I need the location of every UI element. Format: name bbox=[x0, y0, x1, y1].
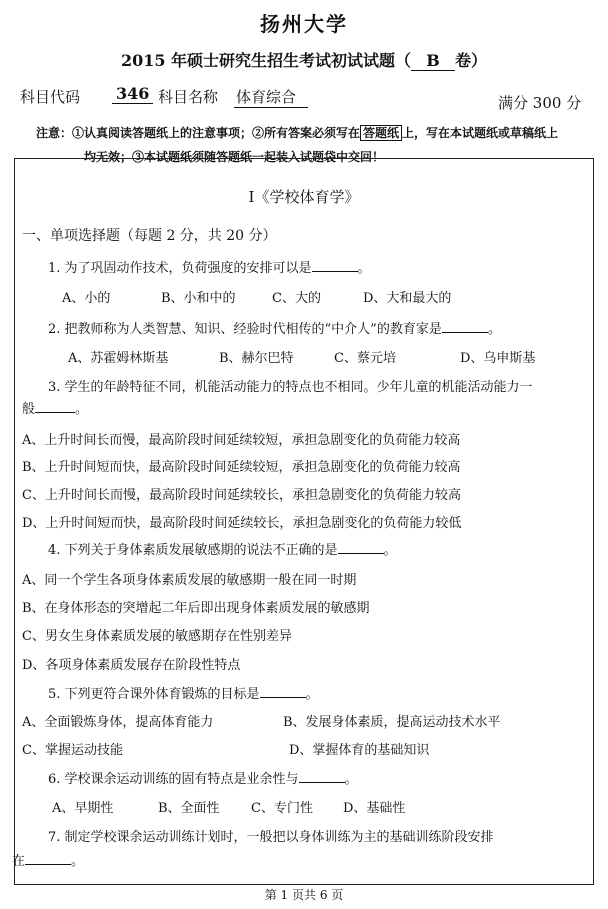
question-7-cont: 在 。 bbox=[12, 854, 85, 869]
question-2: 2. 把教师称为人类智慧、知识、经验时代相传的“中介人”的教育家是 。 bbox=[48, 322, 501, 337]
q3-option-c: C、上升时间长而慢，最高阶段时间延续较长，承担急剧变化的负荷能力较高 bbox=[22, 488, 461, 503]
question-4: 4. 下列关于身体素质发展敏感期的说法不正确的是 。 bbox=[48, 543, 397, 558]
page-footer: 第 1 页共 6 页 bbox=[264, 888, 344, 902]
q2-option-a: A、苏霍姆林斯基 bbox=[68, 351, 169, 366]
full-score: 满分 300 分 bbox=[498, 94, 582, 112]
paper-version: B bbox=[411, 51, 455, 71]
q4-option-b: B、在身体形态的突增起二年后即出现身体素质发展的敏感期 bbox=[22, 601, 370, 616]
q4-option-d: D、各项身体素质发展存在阶段性特点 bbox=[22, 658, 241, 673]
answer-blank bbox=[338, 553, 384, 554]
university-title: 扬州大学 bbox=[260, 12, 348, 36]
q6-option-b: B、全面性 bbox=[158, 801, 220, 816]
subject-code-label: 科目代码 bbox=[20, 88, 81, 106]
answer-blank bbox=[299, 782, 345, 783]
q2-option-c: C、蔡元培 bbox=[334, 351, 396, 366]
answer-blank bbox=[35, 412, 75, 413]
answer-sheet-box: 答题纸 bbox=[360, 125, 402, 141]
exam-title-suffix: 卷） bbox=[455, 51, 488, 70]
q6-option-d: D、基础性 bbox=[343, 801, 406, 816]
question-3-cont: 般 。 bbox=[22, 402, 89, 417]
answer-blank bbox=[25, 864, 71, 865]
q1-option-c: C、大的 bbox=[272, 291, 321, 306]
q5-option-c: C、掌握运动技能 bbox=[22, 743, 123, 758]
subject-name: 体育综合 bbox=[234, 86, 308, 108]
answer-blank bbox=[442, 332, 488, 333]
notes-line-2: 均无效；③本试题纸须随答题纸一起装入试题袋中交回！ bbox=[84, 150, 385, 164]
q1-option-d: D、大和最大的 bbox=[363, 291, 452, 306]
q3-option-a: A、上升时间长而慢，最高阶段时间延续较短，承担急剧变化的负荷能力较高 bbox=[22, 433, 461, 448]
notes-line-1: 注意：①认真阅读答题纸上的注意事项；②所有答案必须写在 答题纸 上，写在本试题纸或草稿纸上 bbox=[36, 126, 559, 140]
exam-title bbox=[0, 48, 608, 71]
q3-option-b: B、上升时间短而快，最高阶段时间延续较短，承担急剧变化的负荷能力较高 bbox=[22, 460, 461, 475]
q4-option-c: C、男女生身体素质发展的敏感期存在性别差异 bbox=[22, 629, 292, 644]
q2-option-d: D、乌申斯基 bbox=[460, 351, 536, 366]
subject-name-label: 科目名称 bbox=[158, 88, 219, 106]
question-6: 6. 学校课余运动训练的固有特点是业余性与 。 bbox=[48, 772, 358, 787]
question-3: 3. 学生的年龄特征不同，机能活动能力的特点也不相同。少年儿童的机能活动能力一 bbox=[48, 380, 533, 395]
part-title: Ⅰ《学校体育学》 bbox=[248, 188, 360, 206]
q1-option-a: A、小的 bbox=[62, 291, 111, 306]
exam-title-prefix: 2015 年硕士研究生招生考试初试试题（ bbox=[120, 51, 412, 70]
q5-option-d: D、掌握体育的基础知识 bbox=[289, 743, 430, 758]
answer-blank bbox=[312, 271, 358, 272]
q1-option-b: B、小和中的 bbox=[161, 291, 236, 306]
question-1: 1. 为了巩固动作技术，负荷强度的安排可以是 。 bbox=[48, 261, 371, 276]
q5-option-a: A、全面锻炼身体，提高体育能力 bbox=[22, 715, 214, 730]
question-7: 7. 制定学校课余运动训练计划时，一般把以身体训练为主的基础训练阶段安排 bbox=[48, 830, 494, 845]
q4-option-a: A、同一个学生各项身体素质发展的敏感期一般在同一时期 bbox=[22, 573, 357, 588]
q6-option-c: C、专门性 bbox=[251, 801, 313, 816]
subject-code: 346 bbox=[112, 84, 153, 104]
section-heading: 一、单项选择题（每题 2 分，共 20 分） bbox=[22, 228, 277, 244]
q6-option-a: A、早期性 bbox=[52, 801, 114, 816]
q5-option-b: B、发展身体素质，提高运动技术水平 bbox=[283, 715, 501, 730]
q2-option-b: B、赫尔巴特 bbox=[219, 351, 294, 366]
q3-option-d: D、上升时间短而快，最高阶段时间延续较长，承担急剧变化的负荷能力较低 bbox=[22, 516, 462, 531]
answer-blank bbox=[260, 697, 306, 698]
question-5: 5. 下列更符合课外体育锻炼的目标是 。 bbox=[48, 687, 319, 702]
